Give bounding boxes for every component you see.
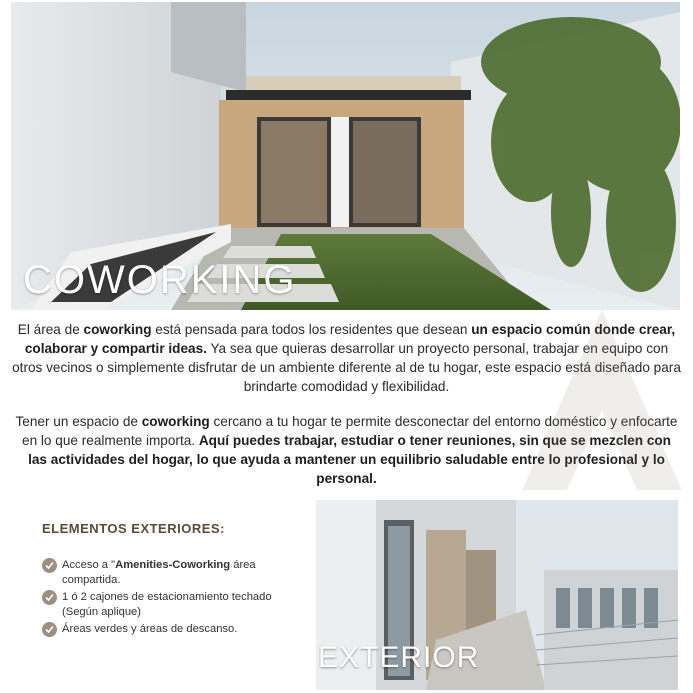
list-item-text: Áreas verdes y áreas de descanso. (62, 623, 238, 635)
check-icon (42, 622, 57, 637)
intro-bold-1: coworking (83, 322, 152, 337)
benefits-bold-1: coworking (141, 414, 210, 429)
check-icon (42, 590, 57, 605)
intro-text-3: Ya sea que quieras desarrollar un proyecto personal, trabajar en equipo con otros vecinos o simplemente disfrutar de un ambiente diferente al de tu hogar, este espacio está diseñado para brindarte comodidad y flexibilidad. (12, 341, 681, 394)
list-item (42, 590, 292, 620)
list-item (42, 622, 292, 637)
item-text-pre: Acceso a " (62, 559, 116, 571)
item-text-post: área compartida. (62, 559, 256, 586)
item-text-bold: Amenities-Coworking (115, 559, 231, 571)
exterior-elements-list (42, 558, 292, 639)
exterior-elements-heading: ELEMENTOS EXTERIORES: (42, 521, 225, 536)
exterior-photo-label: EXTERIOR (318, 641, 480, 674)
check-icon (42, 558, 57, 573)
list-item (42, 558, 292, 588)
coworking-photo (11, 2, 680, 310)
intro-bold-2: un espacio común donde crear, colaborar y compartir ideas. (24, 322, 676, 356)
logo-watermark (517, 300, 687, 500)
benefits-text-1: Tener un espacio de (15, 414, 142, 429)
hero-title: COWORKING (23, 258, 297, 302)
intro-text-1: El área de (17, 322, 84, 337)
list-item-text (62, 558, 292, 588)
benefits-bold-2: Aquí puedes trabajar, estudiar o tener reuniones, sin que se mezclen con las actividades del hogar, lo que ayuda a mantener un equilibrio saludable entre lo profesional y lo personal. (28, 433, 671, 486)
list-item-text: 1 ó 2 cajones de estacionamiento techado (Según aplique) (62, 591, 272, 618)
intro-text-2: está pensada para todos los residentes que desean (151, 322, 472, 337)
benefits-text-2: cercano a tu hogar te permite desconectar del entorno doméstico y enfocarte en lo que realmente importa. (22, 414, 678, 448)
